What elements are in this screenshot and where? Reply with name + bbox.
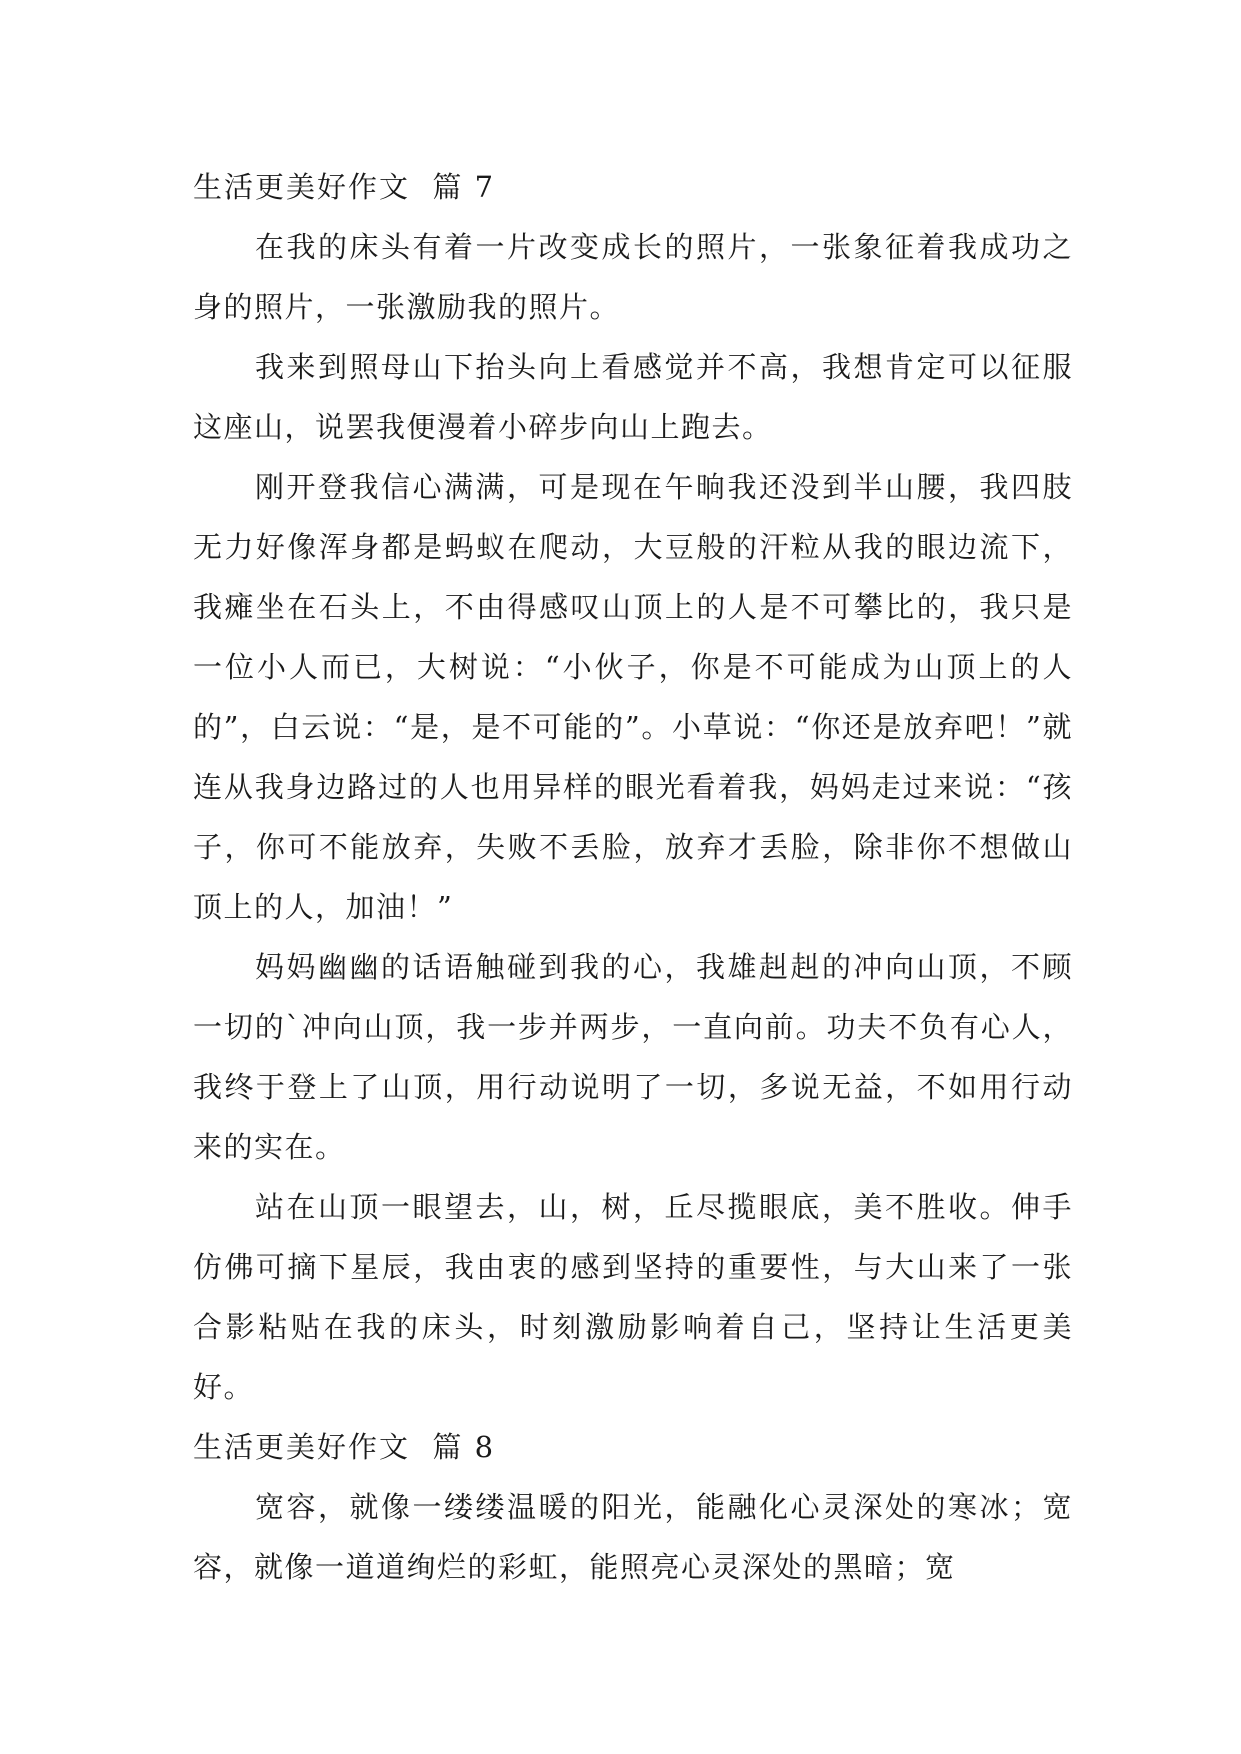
paragraph: 我来到照母山下抬头向上看感觉并不高，我想肯定可以征服这座山，说罢我便漫着小碎步向山上跑去。	[193, 350, 1073, 444]
paragraph: 妈妈幽幽的话语触碰到我的心，我雄赳赳的冲向山顶，不顾一切的`冲向山顶，我一步并两步，一直向前。功夫不负有心人，我终于登上了山顶，用行动说明了一切，多说无益，不如用行动来的实在。	[193, 950, 1073, 1164]
paragraph: 站在山顶一眼望去，山，树，丘尽揽眼底，美不胜收。伸手仿佛可摘下星辰，我由衷的感到坚持的重要性，与大山来了一张合影粘贴在我的床头，时刻激励影响着自己，坚持让生活更美好。	[193, 1190, 1073, 1404]
section-title-7: 生活更美好作文 篇 7	[193, 170, 496, 204]
section-title-8: 生活更美好作文 篇 8	[193, 1430, 496, 1464]
paragraph: 刚开登我信心满满，可是现在午晌我还没到半山腰，我四肢无力好像浑身都是蚂蚁在爬动，大豆般的汗粒从我的眼边流下，我瘫坐在石头上，不由得感叹山顶上的人是不可攀比的，我只是一位小人而已，大树说：“小伙子，你是不可能成为山顶上的人的”，白云说：“是，是不可能的”。小草说：“你还是放弃吧！”就连从我身边路过的人也用异样的眼光看着我，妈妈走过来说：“孩子，你可不能放弃，失败不丢脸，放弃才丢脸，除非你不想做山顶上的人，加油！”	[193, 470, 1073, 924]
paragraph: 宽容，就像一缕缕温暖的阳光，能融化心灵深处的寒冰；宽容，就像一道道绚烂的彩虹，能照亮心灵深处的黑暗；宽	[193, 1490, 1073, 1584]
document-content	[193, 157, 1073, 1597]
paragraph: 在我的床头有着一片改变成长的照片，一张象征着我成功之身的照片，一张激励我的照片。	[193, 230, 1073, 324]
